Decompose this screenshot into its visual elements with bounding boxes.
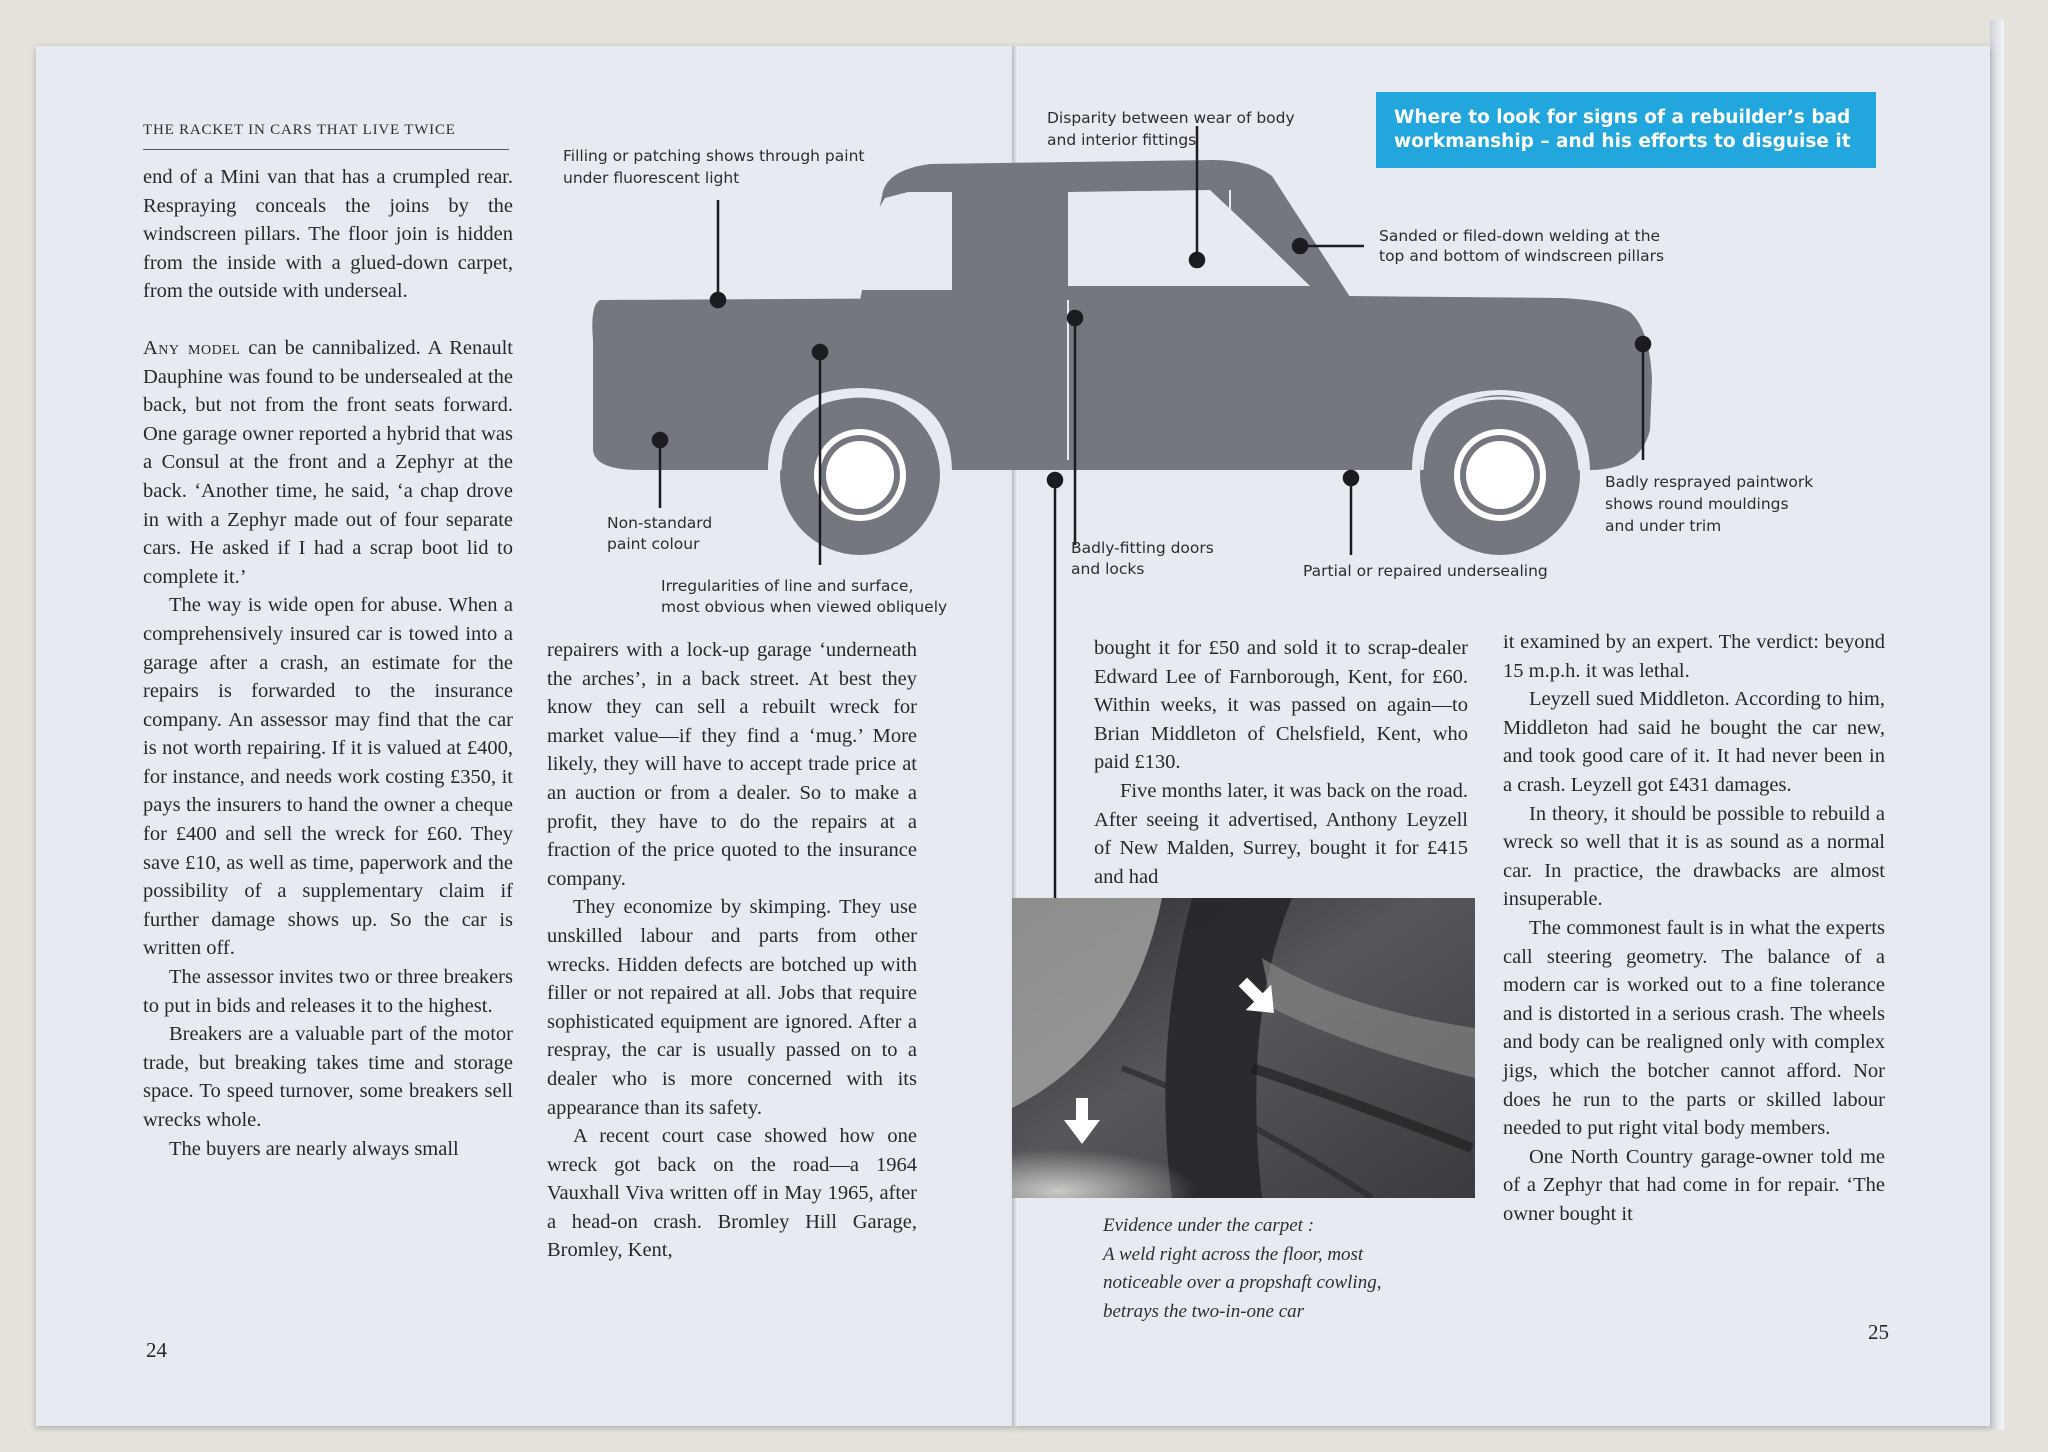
car-silhouette xyxy=(592,160,1652,555)
paragraph: A recent court case showed how one wreck got back on the road—a 1964 Vauxhall Viva written off in May 1965, after a head-on crash. Bromley Hill Garage, Bromley, Kent, xyxy=(547,1125,917,1262)
photo-image xyxy=(1012,898,1475,1198)
paragraph: The assessor invites two or three breakers to put in bids and releases it to the highest. xyxy=(143,966,513,1017)
paragraph: repairers with a lock-up garage ‘underneath the arches’, in a back street. At best they know they can sell a rebuilt wreck for market value—if they find a ‘mug.’ More likely, they will have to accept trade price at an auction or from a dealer. So to make a profit, they have to do the repairs at a fraction of the price quoted to the insurance company. xyxy=(547,639,917,890)
page-number-left: 24 xyxy=(146,1338,167,1362)
paragraph: The commonest fault is in what the experts call steering geometry. The balance of a modern car is worked out to a fine tolerance and is distorted in a serious crash. The wheels and body can be realigned only with complex jigs, which the botcher cannot afford. Nor does he run to the parts or skilled labour needed to put right vital body members. xyxy=(1503,916,1885,1140)
label-nonstandard-line2: paint colour xyxy=(607,535,700,553)
right-column-2 xyxy=(1503,628,1885,1228)
running-head: THE RACKET IN CARS THAT LIVE TWICE xyxy=(143,122,509,150)
label-irregularities-line2: most obvious when viewed obliquely xyxy=(661,598,948,616)
paragraph-text: can be cannibalized. A Renault Dauphine was found to be undersealed at the back, but not from the front seats forward. One garage owner reported a hybrid that was a Consul at the front and a Zephyr at the back. ‘Another time, he said, ‘a chap drove in with a Zephyr made out of four separate cars. He asked if I had a scrap boot lid to complete it.’ xyxy=(143,336,513,588)
paragraph: They economize by skimping. They use unskilled labour and parts from other wrecks. Hidden defects are botched up with filler or not repaired at all. Jobs that require sophisticated equipment are ignored. After a respray, the car is usually passed on to a dealer who is more concerned with its appearance than its safety. xyxy=(547,896,917,1119)
label-resprayed-line1: Badly resprayed paintwork xyxy=(1605,473,1814,491)
label-disparity-line1: Disparity between wear of body xyxy=(1047,109,1295,127)
caption-line: betrays the two-in-one car xyxy=(1103,1300,1305,1322)
label-doors-line2: and locks xyxy=(1071,560,1145,578)
paragraph: end of a Mini van that has a crumpled rear. Respraying conceals the joins by the windscreen pillars. The floor join is hidden from the inside with a glued-down carpet, from the outside with underseal. xyxy=(143,166,513,303)
label-doors-line1: Badly-fitting doors xyxy=(1071,539,1214,557)
paragraph: Leyzell sued Middleton. According to him, Middleton had said he bought the car new, and took good care of it. It had never been in a crash. Leyzell got £431 damages. xyxy=(1503,688,1885,796)
left-column-2 xyxy=(547,636,917,1265)
paragraph: In theory, it should be possible to rebuild a wreck so well that it is as sound as a normal car. In practice, the drawbacks are almost insuperable. xyxy=(1503,802,1885,911)
label-undersealing: Partial or repaired undersealing xyxy=(1303,562,1548,580)
label-resprayed-line2: shows round mouldings xyxy=(1605,495,1789,513)
caption-line: A weld right across the floor, most xyxy=(1103,1243,1364,1265)
carpet-weld-photo xyxy=(1012,898,1475,1198)
label-sanded-line1: Sanded or filed-down welding at the xyxy=(1379,227,1661,245)
paragraph: The way is wide open for abuse. When a comprehensively insured car is towed into a garage after a crash, an estimate for the repairs is forwarded to the insurance company. An assessor may find that the car is not worth repairing. If it is valued at £400, for instance, and needs work costing £350, it pays the insurers to hand the owner a cheque for £400 and sell the wreck for £60. They save £10, as well as time, paperwork and the possibility of a supplementary claim if further damage shows up. So the car is written off. xyxy=(143,594,513,960)
label-nonstandard-line1: Non-standard xyxy=(607,514,713,532)
label-disparity-line2: and interior fittings xyxy=(1047,131,1197,149)
paragraph: Breakers are a valuable part of the motor trade, but breaking takes time and storage space. To speed turnover, some breakers sell wrecks whole. xyxy=(143,1023,513,1131)
left-column-1 xyxy=(143,163,513,1163)
label-sanded-line2: top and bottom of windscreen pillars xyxy=(1379,247,1665,265)
right-column-1 xyxy=(1094,634,1468,891)
small-caps-lead: Any model xyxy=(143,336,241,359)
paragraph: Five months later, it was back on the road. After seeing it advertised, Anthony Leyzell of New Malden, Surrey, bought it for £415 and had xyxy=(1094,779,1468,888)
paragraph: The buyers are nearly always small xyxy=(169,1137,459,1160)
paragraph xyxy=(143,334,513,591)
label-resprayed-line3: and under trim xyxy=(1605,517,1722,535)
paragraph: bought it for £50 and sold it to scrap-dealer Edward Lee of Farnborough, Kent, for £60. Within weeks, it was passed on again—to Brian Middleton of Chelsfield, Kent, who paid £130. xyxy=(1094,637,1468,774)
callout-box xyxy=(1376,92,1876,168)
callout-line2: workmanship – and his efforts to disguise it xyxy=(1394,131,1851,152)
photo-caption xyxy=(1103,1212,1523,1326)
label-filling-line2: under fluorescent light xyxy=(563,169,740,187)
label-irregularities-line1: Irregularities of line and surface, xyxy=(661,577,914,595)
paragraph: One North Country garage-owner told me of a Zephyr that had come in for repair. ‘The owner bought it xyxy=(1503,1145,1885,1225)
callout-line1: Where to look for signs of a rebuilder’s bad xyxy=(1394,107,1851,128)
paragraph: it examined by an expert. The verdict: beyond 15 m.p.h. it was lethal. xyxy=(1503,631,1885,682)
label-filling-line1: Filling or patching shows through paint xyxy=(563,147,865,165)
page-number-right: 25 xyxy=(1868,1320,1889,1344)
caption-line: Evidence under the carpet : xyxy=(1103,1215,1315,1236)
caption-line: noticeable over a propshaft cowling, xyxy=(1103,1272,1382,1293)
